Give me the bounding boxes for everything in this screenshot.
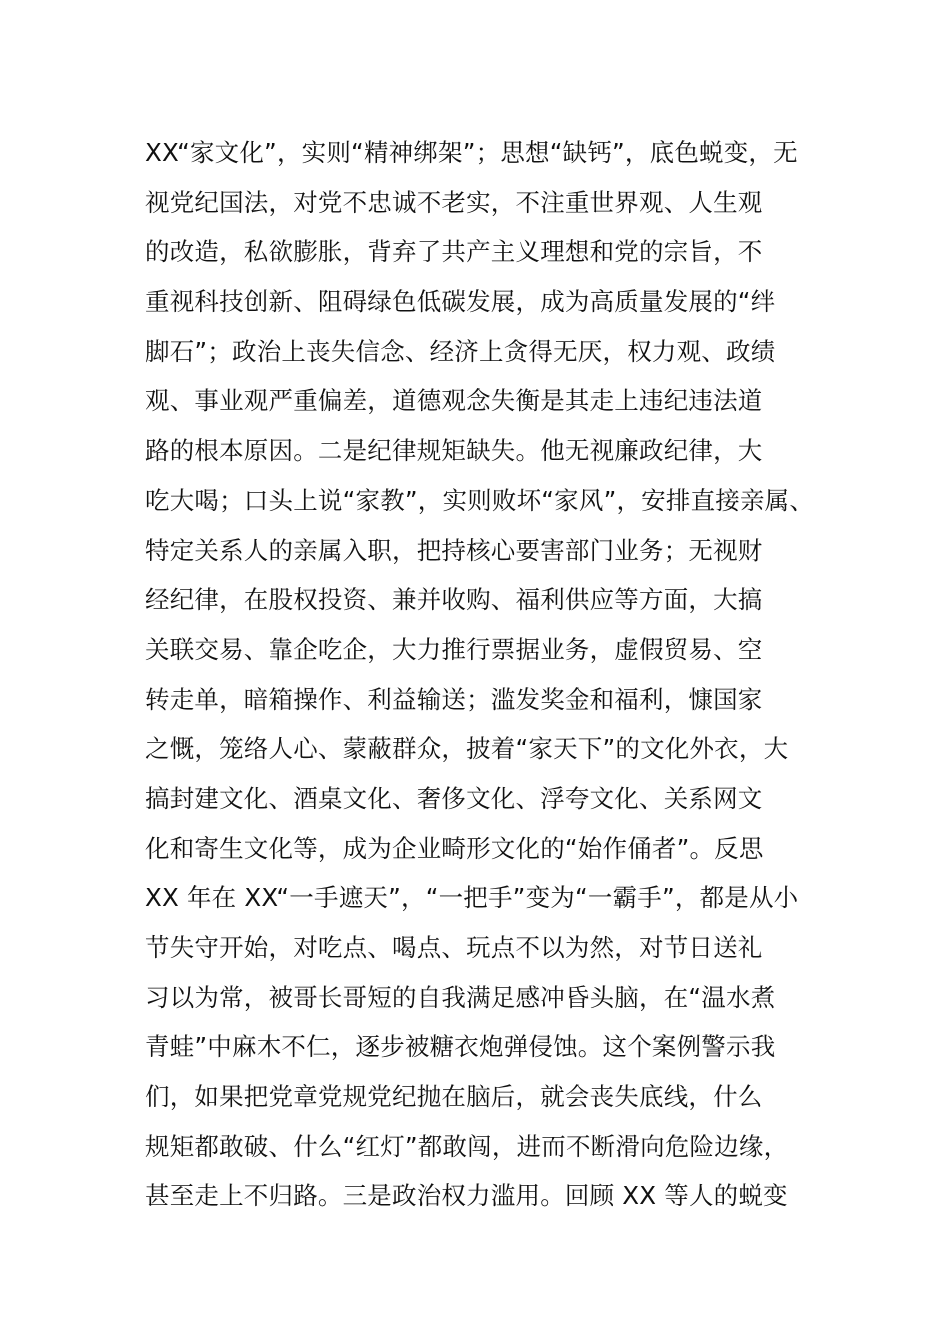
- paragraph-line: 节失守开始，对吃点、喝点、玩点不以为然，对节日送礼: [145, 933, 763, 962]
- paragraph-line: XX 年在 XX“一手遮天”，“一把手”变为“一霸手”，都是从小: [145, 883, 799, 913]
- paragraph-line: 经纪律，在股权投资、兼并收购、福利供应等方面，大搞: [145, 585, 763, 615]
- paragraph-line: 路的根本原因。二是纪律规矩缺失。他无视廉政纪律，大: [145, 436, 763, 466]
- paragraph-line: 吃大喝；口头上说“家教”，实则败坏“家风”，安排直接亲属、: [145, 485, 815, 515]
- paragraph-line: XX“家文化”，实则“精神绑架”；思想“缺钙”，底色蜕变，无: [145, 138, 798, 167]
- paragraph-line: 转走单，暗箱操作、利益输送；滥发奖金和福利，慷国家: [145, 684, 763, 714]
- paragraph-line: 化和寄生文化等，成为企业畸形文化的“始作俑者”。反思: [145, 833, 764, 863]
- paragraph-line: 的改造，私欲膨胀，背弃了共产主义理想和党的宗旨，不: [145, 237, 763, 267]
- paragraph-line: 视党纪国法，对党不忠诚不老实，不注重世界观、人生观: [145, 187, 763, 217]
- paragraph-line: 特定关系人的亲属入职，把持核心要害部门业务；无视财: [145, 535, 763, 565]
- body-paragraph: [145, 128, 825, 1221]
- paragraph-line: 关联交易、靠企吃企，大力推行票据业务，虚假贸易、空: [145, 634, 763, 664]
- paragraph-line: 习以为常，被哥长哥短的自我满足感冲昏头脑，在“温水煮: [145, 982, 776, 1012]
- paragraph-line: 观、事业观严重偏差，道德观念失衡是其走上违纪违法道: [145, 386, 763, 416]
- paragraph-line: 们，如果把党章党规党纪抛在脑后，就会丧失底线，什么: [145, 1082, 763, 1112]
- paragraph-line: 之慨，笼络人心、蒙蔽群众，披着“家天下”的文化外衣，大: [145, 734, 789, 764]
- paragraph-line: 搞封建文化、酒桌文化、奢侈文化、浮夸文化、关系网文: [145, 783, 763, 813]
- paragraph-line: 规矩都敢破、什么“红灯”都敢闯，进而不断滑向危险边缘，: [145, 1131, 789, 1161]
- paragraph-line: 重视科技创新、阻碍绿色低碳发展，成为高质量发展的“绊: [145, 287, 776, 317]
- paragraph-line: 甚至走上不归路。三是政治权力滥用。回顾 XX 等人的蜕变: [145, 1181, 788, 1211]
- paragraph-line: 脚石”；政治上丧失信念、经济上贪得无厌，权力观、政绩: [145, 336, 776, 366]
- paragraph-line: 青蛙”中麻木不仁，逐步被糖衣炮弹侵蚀。这个案例警示我: [145, 1032, 776, 1062]
